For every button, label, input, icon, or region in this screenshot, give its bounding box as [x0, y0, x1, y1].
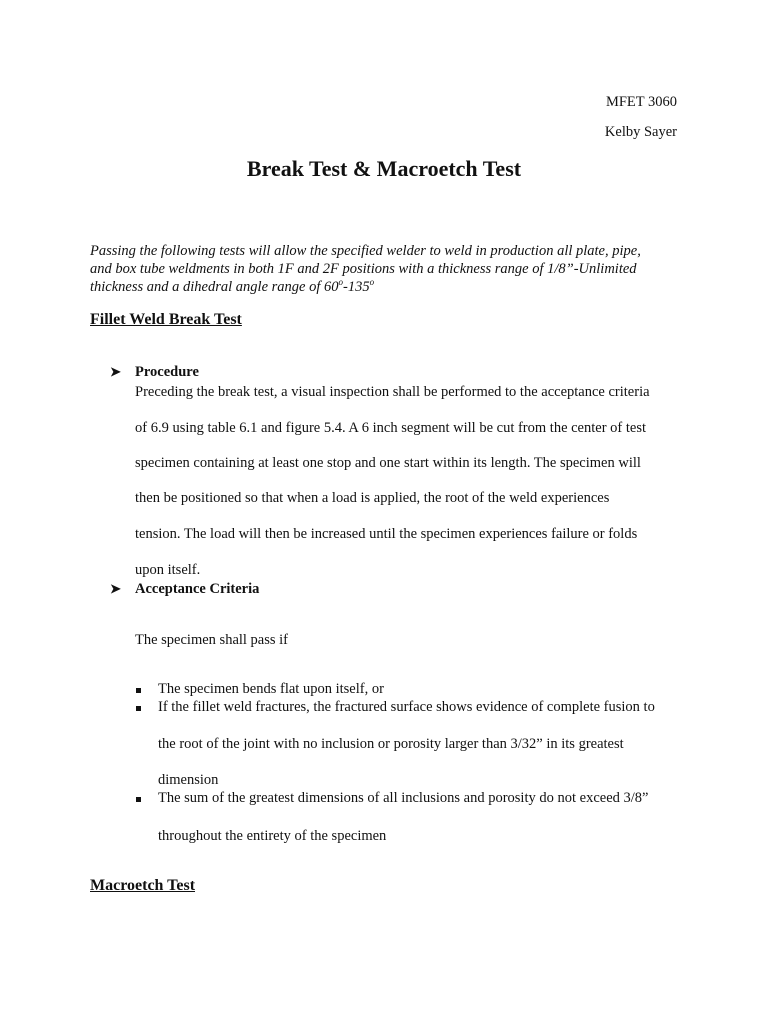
fillet-weld-heading: Fillet Weld Break Test	[90, 311, 242, 328]
acceptance-criteria-heading: Acceptance Criteria	[135, 581, 260, 597]
criteria-item-line: dimension	[158, 772, 219, 788]
criteria-item-line: If the fillet weld fractures, the fractured surface shows evidence of complete fusion to	[158, 699, 655, 715]
criteria-item-line: throughout the entirety of the specimen	[158, 828, 387, 844]
degree-sup: o	[369, 277, 375, 288]
procedure-line: specimen containing at least one stop and one start within its length. The specimen will	[135, 455, 641, 471]
intro-line	[90, 278, 690, 296]
square-bullet-icon	[136, 706, 141, 711]
procedure-line: then be positioned so that when a load is applied, the root of the weld experiences	[135, 490, 610, 506]
intro-paragraph	[90, 242, 690, 296]
intro-text: thickness and a dihedral angle range of 60	[90, 279, 339, 295]
square-bullet-icon	[136, 688, 141, 693]
intro-text: -135	[342, 279, 370, 295]
procedure-line: Preceding the break test, a visual inspection shall be performed to the acceptance criteria	[135, 384, 650, 400]
procedure-line: of 6.9 using table 6.1 and figure 5.4. A 6 inch segment will be cut from the center of test	[135, 420, 647, 436]
criteria-item-line: The specimen bends flat upon itself, or	[158, 681, 384, 697]
arrow-bullet-icon: ➤	[110, 364, 121, 379]
intro-line: Passing the following tests will allow the specified welder to weld in production all plate, pipe,	[90, 243, 641, 259]
acceptance-intro: The specimen shall pass if	[135, 632, 289, 648]
criteria-item-line: The sum of the greatest dimensions of all inclusions and porosity do not exceed 3/8”	[158, 790, 649, 806]
degree-sup: o	[338, 277, 343, 288]
procedure-heading: Procedure	[135, 364, 199, 380]
criteria-item-line: the root of the joint with no inclusion or porosity larger than 3/32” in its greatest	[158, 736, 624, 752]
course-code: MFET 3060	[605, 94, 677, 110]
procedure-line: tension. The load will then be increased until the specimen experiences failure or folds	[135, 526, 638, 542]
procedure-line: upon itself.	[135, 562, 201, 578]
author-name: Kelby Sayer	[604, 124, 677, 140]
macroetch-heading: Macroetch Test	[90, 877, 196, 894]
intro-line: and box tube weldments in both 1F and 2F positions with a thickness range of 1/8”-Unlimited	[90, 261, 637, 277]
arrow-bullet-icon: ➤	[110, 581, 121, 596]
square-bullet-icon	[136, 797, 141, 802]
document-title: Break Test & Macroetch Test	[246, 156, 522, 181]
